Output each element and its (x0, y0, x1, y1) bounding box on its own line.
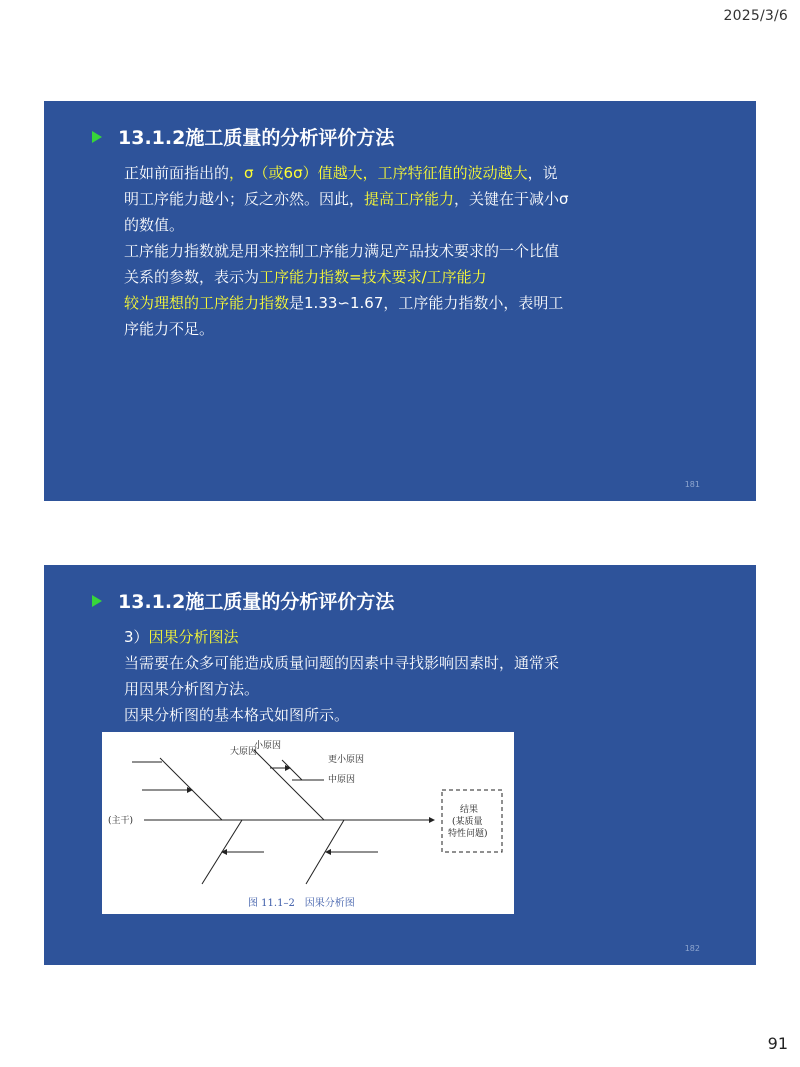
subheading-label: 因果分析图法 (148, 628, 239, 646)
result-line-2: (某质量 (452, 817, 483, 827)
highlight-text: 提高工序能力 (364, 190, 455, 208)
branch-line (282, 760, 302, 780)
fishbone-diagram (102, 732, 514, 914)
paragraph: 因果分析图的基本格式如图所示。 (124, 706, 350, 724)
paragraph (92, 238, 572, 290)
paragraph (92, 160, 572, 238)
text-run: ，关键在于减小σ的数值。 (124, 190, 569, 234)
slide-title-text: 13.1.2施工质量的分析评价方法 (118, 127, 395, 149)
text-run: 工序能力指数就是用来控制工序能力满足产品技术要求的一个比值关系的参数，表示为 (124, 242, 560, 286)
paragraph: 当需要在众多可能造成质量问题的因素中寻找影响因素时，通常采用因果分析图方法。 (124, 654, 560, 698)
text-run: 正如前面指出的 (124, 164, 230, 182)
label-small-cause: 小原因 (254, 741, 282, 751)
slide-number: 181 (684, 480, 700, 489)
text-run: ，说明工序能力越小；反之亦然。因此， (124, 164, 558, 208)
highlight-text: 较为理想的工序能力指数 (124, 294, 290, 312)
result-line-3: 特性问题) (448, 829, 488, 839)
label-big-cause: 大原因 (230, 747, 258, 757)
page-number: 91 (767, 1034, 788, 1053)
diagram-caption: 图 11.1–2 因果分析图 (248, 898, 355, 909)
bone-line (160, 758, 222, 820)
paragraph (92, 290, 572, 342)
slide-title (92, 587, 716, 614)
slide-number: 182 (684, 944, 700, 953)
highlight-text: ，σ（或6σ）值越大，工序特征值的波动越大 (229, 164, 528, 182)
bone-line (254, 750, 324, 820)
text-run: 是1.33∽1.67，工序能力指数小，表明工序能力不足。 (124, 294, 564, 338)
slide-182 (44, 565, 756, 965)
highlight-text: 工序能力指数=技术要求/工序能力 (259, 268, 487, 286)
slide-body (92, 624, 572, 728)
label-mid-cause: 中原因 (328, 775, 356, 785)
slide-title (92, 123, 716, 150)
arrow-bullet-icon (92, 131, 102, 143)
page-date: 2025/3/6 (723, 8, 788, 24)
subheading-prefix: 3） (124, 628, 149, 646)
subheading (92, 624, 572, 650)
slide-181 (44, 101, 756, 501)
arrow-bullet-icon (92, 595, 102, 607)
fishbone-diagram-svg (102, 732, 514, 914)
label-trunk: (主干) (108, 816, 134, 826)
label-smaller-cause: 更小原因 (328, 755, 365, 765)
result-line-1: 结果 (460, 805, 479, 815)
slide-body (92, 160, 572, 342)
slide-title-text: 13.1.2施工质量的分析评价方法 (118, 591, 395, 613)
